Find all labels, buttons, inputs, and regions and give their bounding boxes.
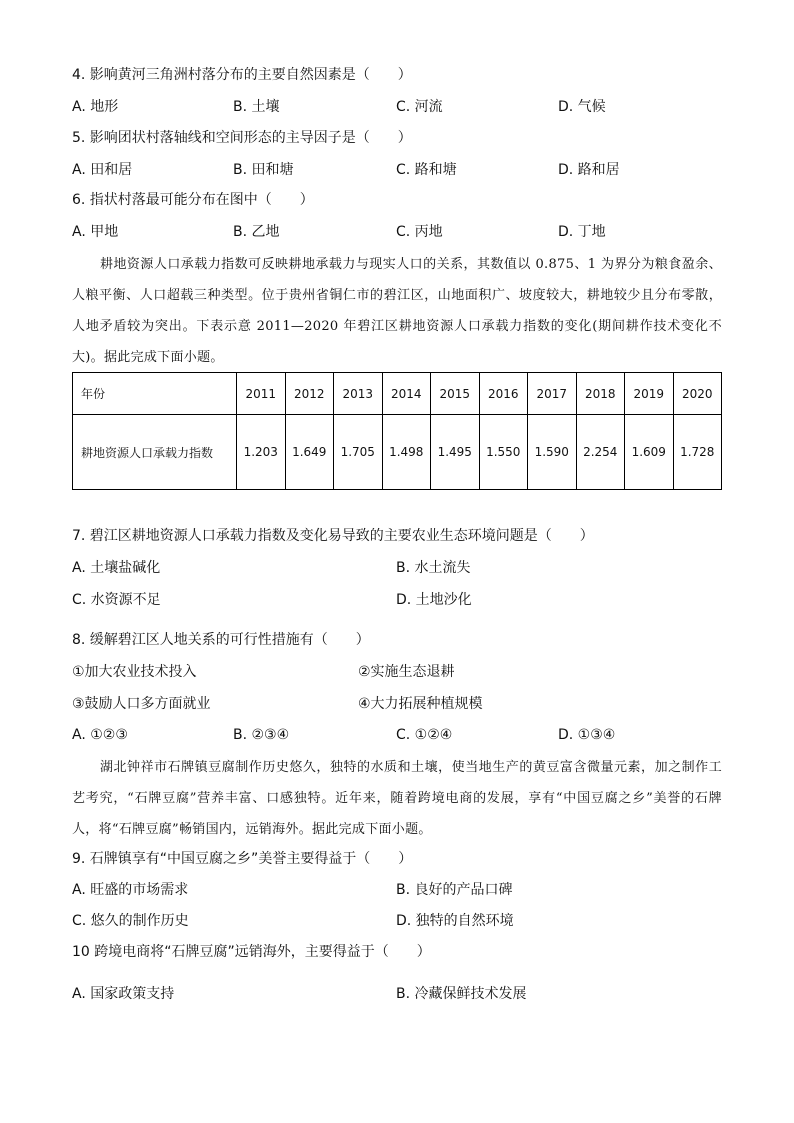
year-cell: 2013	[334, 373, 383, 415]
q8-measure-2: ②实施生态退耕	[358, 664, 455, 680]
q8-option-d: D. ①③④	[558, 727, 616, 743]
q8-option-c: C. ①②④	[396, 727, 453, 743]
q8-measure-1: ①加大农业技术投入	[72, 664, 197, 680]
q9-option-c: C. 悠久的制作历史	[72, 913, 189, 929]
question-4-stem: 4. 影响黄河三角洲村落分布的主要自然因素是（ ）	[72, 67, 412, 83]
q9-option-b: B. 良好的产品口碑	[396, 882, 513, 898]
q8-measure-3: ③鼓励人口多方面就业	[72, 696, 211, 712]
q7-option-b: B. 水土流失	[396, 560, 471, 576]
passage-farmland-capacity: 耕地资源人口承载力指数可反映耕地承载力与现实人口的关系，其数值以 0.875、1 为界分为粮食盈余、人粮平衡、人口超载三种类型。位于贵州省铜仁市的碧江区，山地面积广、坡度较大，耕地较少且分布零散，人地矛盾较为突出。下表示意 2011—2020 年碧江区耕地资源人口承载力指数的变化(期间耕作技术变化不大)。据此完成下面小题。	[72, 257, 722, 365]
year-cell: 2011	[237, 373, 286, 415]
q6-option-c: C. 丙地	[396, 224, 443, 240]
question-8-stem: 8. 缓解碧江区人地关系的可行性措施有（ ）	[72, 632, 370, 648]
year-cell: 2020	[673, 373, 722, 415]
index-value-cell: 1.728	[673, 415, 722, 490]
q8-option-a: A. ①②③	[72, 727, 128, 743]
year-cell: 2016	[479, 373, 528, 415]
question-10-stem: 10 跨境电商将“石牌豆腐”远销海外，主要得益于（ ）	[72, 944, 431, 960]
capacity-index-table	[72, 372, 722, 490]
passage-shipai-tofu: 湖北钟祥市石牌镇豆腐制作历史悠久，独特的水质和土壤，使当地生产的黄豆富含微量元素，加之制作工艺考究，“石牌豆腐”营养丰富、口感独特。近年来，随着跨境电商的发展，享有“中国豆腐之乡”美誉的石牌人，将“石牌豆腐”畅销国内，远销海外。据此完成下面小题。	[72, 760, 722, 837]
q8-measure-4: ④大力拓展种植规模	[358, 696, 483, 712]
q6-option-b: B. 乙地	[233, 224, 280, 240]
index-value-cell: 2.254	[576, 415, 625, 490]
question-7-stem: 7. 碧江区耕地资源人口承载力指数及变化易导致的主要农业生态环境问题是（ ）	[72, 528, 594, 544]
q5-option-a: A. 田和居	[72, 162, 133, 178]
q9-option-d: D. 独特的自然环境	[396, 913, 514, 929]
index-value-cell: 1.498	[382, 415, 431, 490]
year-header: 年份	[73, 373, 237, 415]
index-value-cell: 1.550	[479, 415, 528, 490]
q7-option-c: C. 水资源不足	[72, 592, 161, 608]
table-row-years	[73, 373, 722, 415]
year-cell: 2012	[285, 373, 334, 415]
index-header: 耕地资源人口承载力指数	[73, 415, 237, 490]
index-value-cell: 1.590	[528, 415, 577, 490]
index-value-cell: 1.705	[334, 415, 383, 490]
year-cell: 2019	[625, 373, 674, 415]
q10-option-b: B. 冷藏保鲜技术发展	[396, 986, 527, 1002]
year-cell: 2015	[431, 373, 480, 415]
question-6-stem: 6. 指状村落最可能分布在图中（ ）	[72, 192, 314, 208]
index-value-cell: 1.203	[237, 415, 286, 490]
index-value-cell: 1.609	[625, 415, 674, 490]
q4-option-c: C. 河流	[396, 99, 443, 115]
table-row-index	[73, 415, 722, 490]
q8-option-b: B. ②③④	[233, 727, 290, 743]
year-cell: 2014	[382, 373, 431, 415]
index-value-cell: 1.495	[431, 415, 480, 490]
q4-option-d: D. 气候	[558, 99, 606, 115]
year-cell: 2018	[576, 373, 625, 415]
q4-option-a: A. 地形	[72, 99, 119, 115]
q9-option-a: A. 旺盛的市场需求	[72, 882, 189, 898]
question-9-stem: 9. 石牌镇享有“中国豆腐之乡”美誉主要得益于（ ）	[72, 851, 413, 867]
q7-option-a: A. 土壤盐碱化	[72, 560, 161, 576]
q4-option-b: B. 土壤	[233, 99, 280, 115]
year-cell: 2017	[528, 373, 577, 415]
q5-option-c: C. 路和塘	[396, 162, 457, 178]
q5-option-d: D. 路和居	[558, 162, 620, 178]
index-value-cell: 1.649	[285, 415, 334, 490]
q6-option-a: A. 甲地	[72, 224, 119, 240]
q6-option-d: D. 丁地	[558, 224, 606, 240]
question-5-stem: 5. 影响团状村落轴线和空间形态的主导因子是（ ）	[72, 130, 412, 146]
q10-option-a: A. 国家政策支持	[72, 986, 175, 1002]
q5-option-b: B. 田和塘	[233, 162, 294, 178]
q7-option-d: D. 土地沙化	[396, 592, 472, 608]
